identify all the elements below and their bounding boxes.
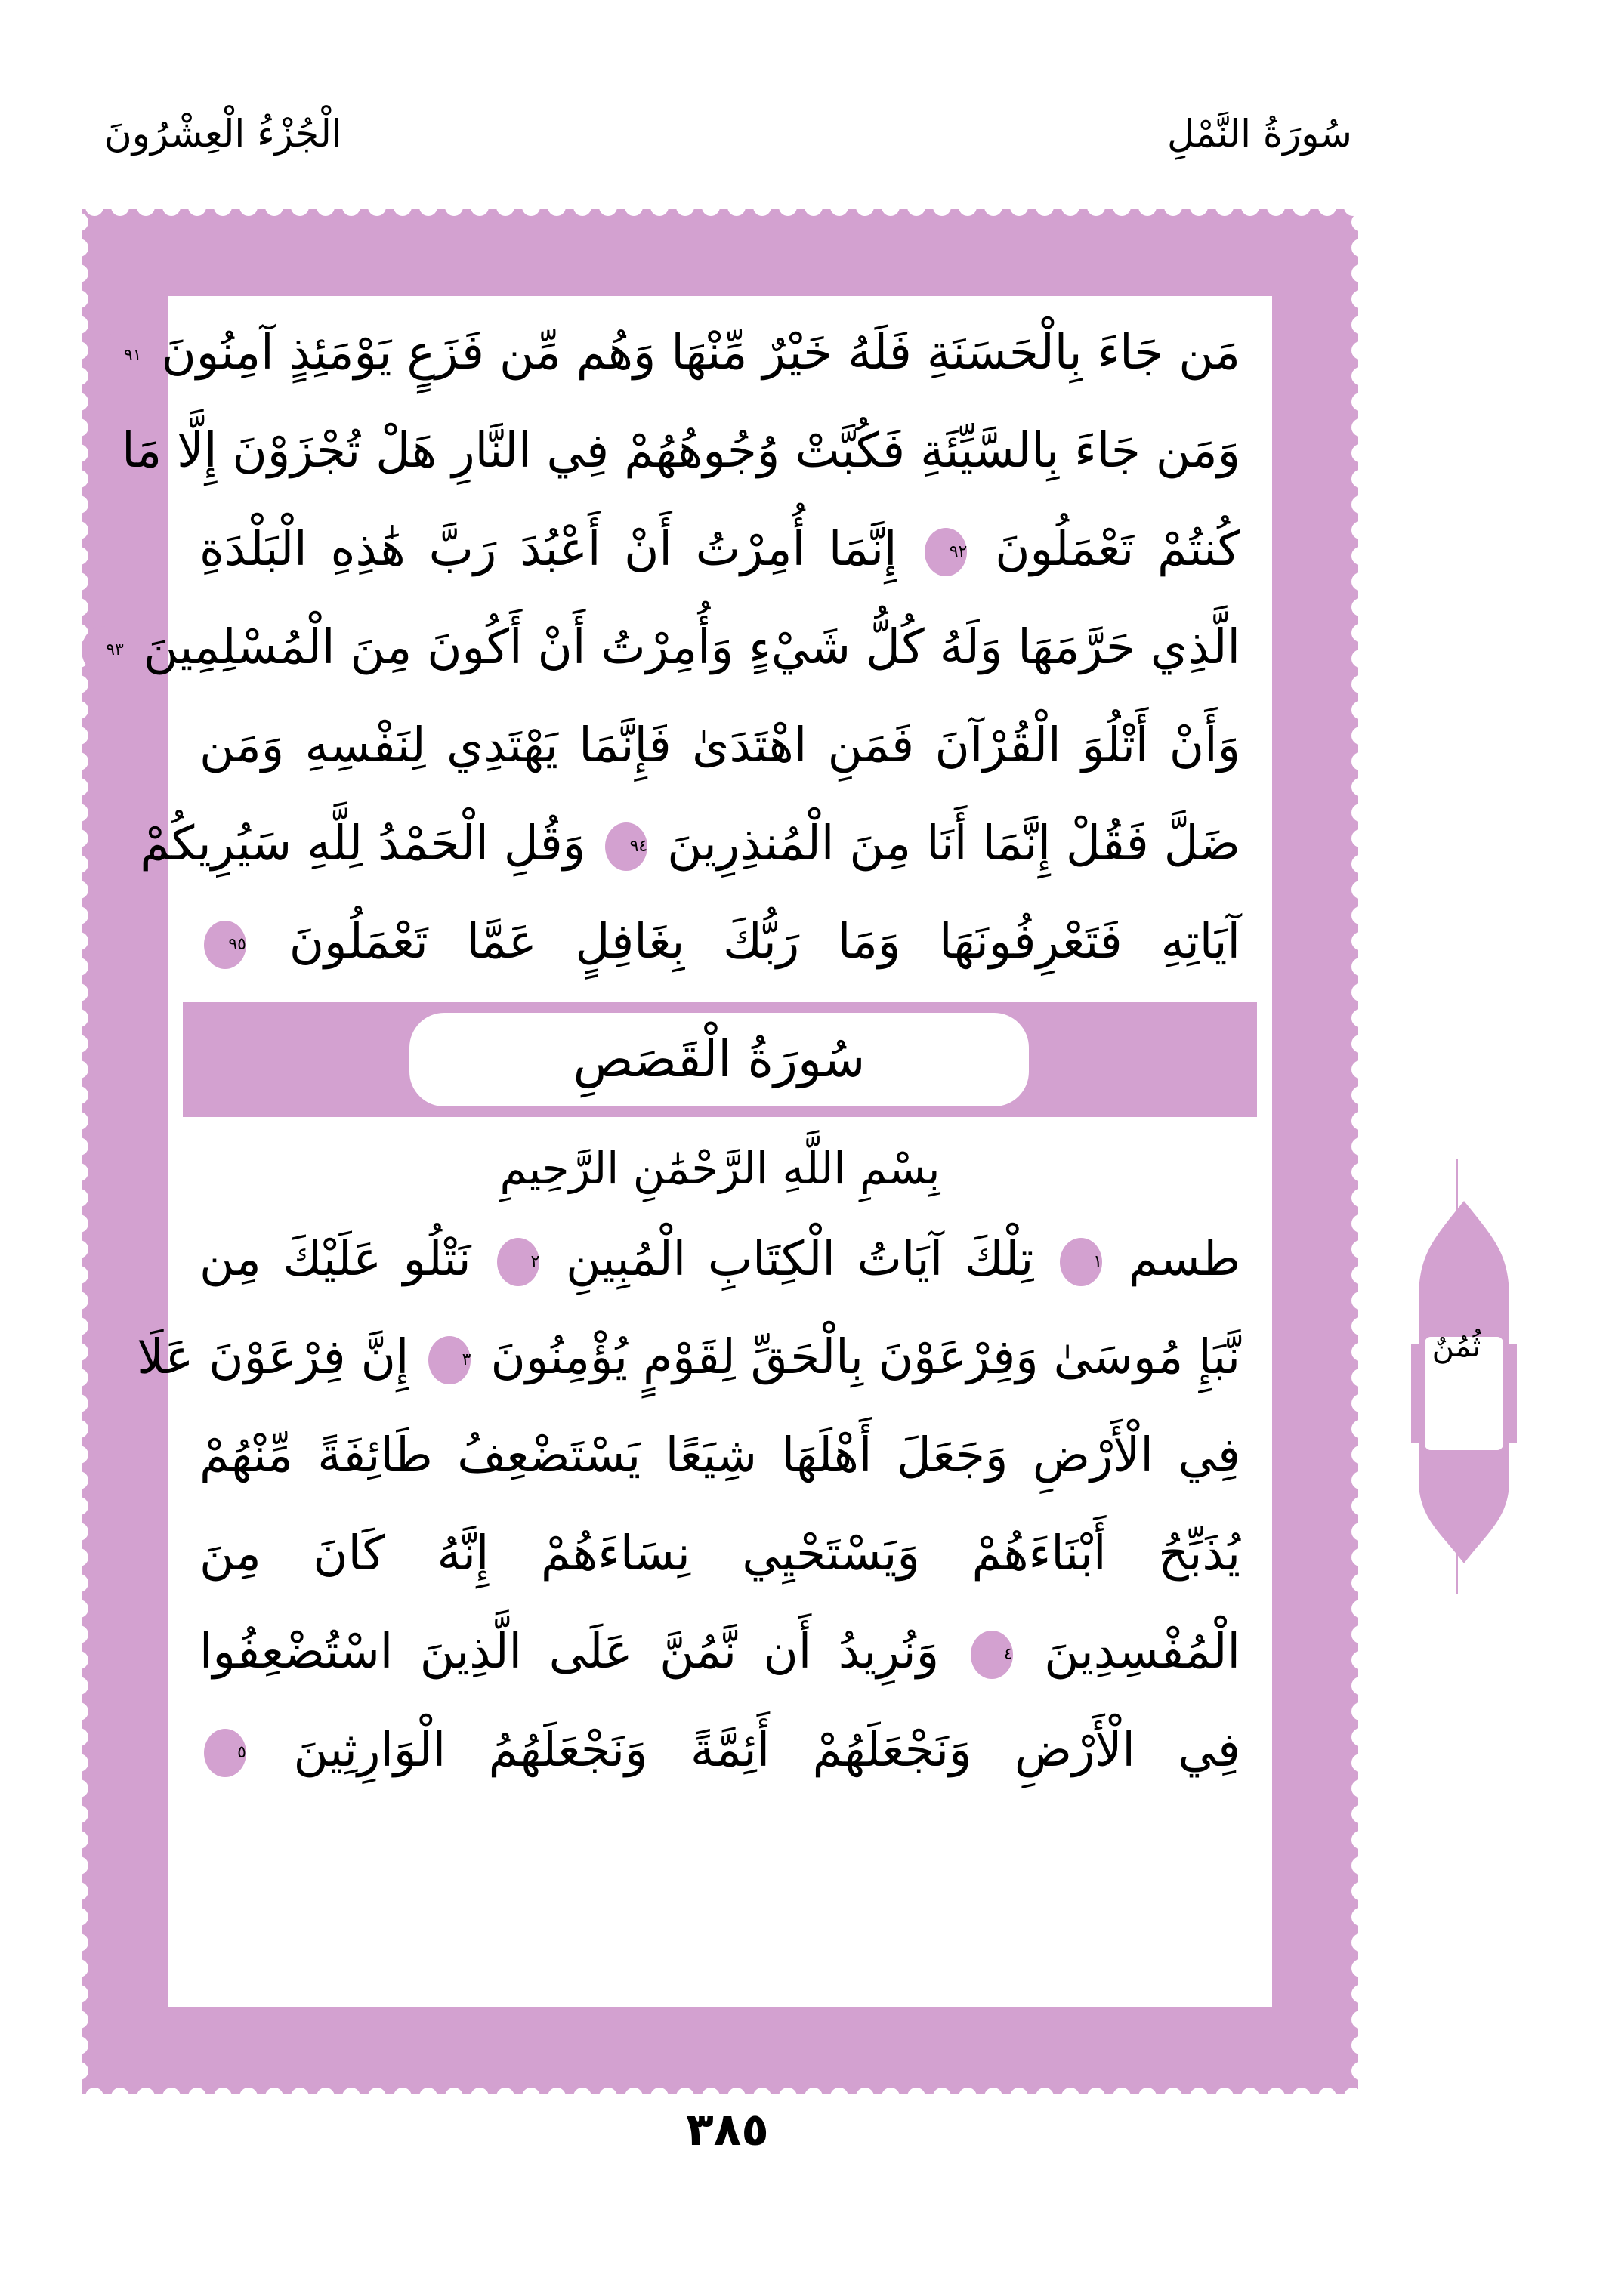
scallop-notch	[984, 2088, 1002, 2106]
ayah-marker: ١	[1060, 1238, 1102, 1286]
scallop-notch	[1351, 341, 1370, 360]
scallop-notch	[1318, 2088, 1336, 2106]
scallop-notch	[548, 2088, 566, 2106]
text-line-7: آيَاتِهِ فَتَعْرِفُونَهَا وَمَا رَبُّكَ بِغَافِلٍ عَمَّا تَعْمَلُونَ ٩٥	[199, 893, 1240, 991]
scallop-notch	[1351, 881, 1370, 899]
scallop-notch	[1351, 1369, 1370, 1387]
scallop-notch	[1351, 932, 1370, 950]
scallop-notch	[1351, 701, 1370, 719]
scallop-notch	[70, 983, 88, 1001]
scallop-notch	[1351, 393, 1370, 411]
scallop-notch	[70, 752, 88, 770]
scallop-notch	[1351, 624, 1370, 642]
scallop-notch	[317, 2088, 335, 2106]
scallop-notch	[70, 1446, 88, 1464]
scallop-notch	[368, 2088, 386, 2106]
text-line-9: نَّبَإِ مُوسَىٰ وَفِرْعَوْنَ بِالْحَقِّ لِقَوْمٍ يُؤْمِنُونَ ٣ إِنَّ فِرْعَوْنَ عَلَا	[137, 1329, 1240, 1384]
scallop-notch	[342, 2088, 360, 2106]
scallop-notch	[70, 1086, 88, 1104]
scallop-notch	[1036, 2088, 1054, 2106]
scallop-notch	[1351, 983, 1370, 1001]
scallop-notch	[1351, 958, 1370, 976]
scallop-notch	[70, 1985, 88, 2003]
scallop-notch	[70, 829, 88, 847]
scallop-notch	[419, 2088, 437, 2106]
scallop-notch	[445, 2088, 463, 2106]
scallop-notch	[70, 213, 88, 231]
scallop-notch	[1010, 2088, 1028, 2106]
scallop-notch	[1351, 1677, 1370, 1695]
scallop-notch	[805, 198, 823, 216]
scallop-notch	[1351, 1446, 1370, 1464]
scallop-notch	[1087, 198, 1105, 216]
text-line-2: وَمَن جَاءَ بِالسَّيِّئَةِ فَكُبَّتْ وُجُوهُهُمْ فِي النَّارِ هَلْ تُجْزَوْنَ إِلَّا مَا	[122, 423, 1240, 478]
scallop-notch	[1351, 1394, 1370, 1412]
scallop-notch	[291, 2088, 309, 2106]
text-line-11: يُذَبِّحُ أَبْنَاءَهُمْ وَيَسْتَحْيِي نِسَاءَهُمْ إِنَّهُ كَانَ مِنَ	[199, 1526, 1240, 1581]
scallop-notch	[1351, 1548, 1370, 1566]
scallop-notch	[1190, 198, 1208, 216]
scallop-notch	[1351, 521, 1370, 539]
scallop-notch	[1351, 418, 1370, 437]
scallop-notch	[1351, 2062, 1370, 2080]
scallop-notch	[70, 393, 88, 411]
scallop-notch	[70, 1163, 88, 1181]
scallop-notch	[625, 198, 643, 216]
scallop-notch	[188, 198, 206, 216]
scallop-notch	[1351, 495, 1370, 514]
scallop-notch	[1351, 1651, 1370, 1669]
scallop-notch	[1215, 2088, 1234, 2106]
ayah-marker: ٢	[497, 1238, 539, 1286]
scallop-notch	[1164, 198, 1182, 216]
scallop-notch	[650, 2088, 669, 2106]
scallop-notch	[599, 198, 617, 216]
text-line-8: طسم ١ تِلْكَ آيَاتُ الْكِتَابِ الْمُبِينِ ٢ نَتْلُو عَلَيْكَ مِن	[199, 1231, 1241, 1286]
scallop-notch	[291, 198, 309, 216]
scallop-notch	[1351, 1240, 1370, 1258]
scallop-notch	[1351, 1574, 1370, 1592]
scallop-notch	[1113, 2088, 1131, 2106]
ayah-marker: ٣	[428, 1336, 471, 1384]
scallop-notch	[70, 1292, 88, 1310]
scallop-notch	[1351, 1933, 1370, 1952]
scallop-notch	[70, 1625, 88, 1643]
scallop-notch	[676, 198, 694, 216]
scallop-notch	[1351, 316, 1370, 334]
scallop-notch	[1113, 198, 1131, 216]
ayah-marker: ٩٥	[204, 921, 246, 969]
scallop-notch	[1351, 1882, 1370, 1900]
scallop-notch	[907, 2088, 925, 2106]
scallop-notch	[1351, 1163, 1370, 1181]
page-number: ٣٨٥	[686, 2103, 769, 2156]
scallop-notch	[70, 1189, 88, 1207]
scallop-notch	[70, 1137, 88, 1156]
scallop-notch	[1351, 1959, 1370, 1977]
scallop-notch	[70, 727, 88, 745]
scallop-notch	[1351, 778, 1370, 796]
scallop-notch	[1351, 675, 1370, 693]
scallop-notch	[1010, 198, 1028, 216]
scallop-notch	[70, 1420, 88, 1438]
scallop-notch	[70, 1369, 88, 1387]
scallop-notch	[1351, 1471, 1370, 1489]
scallop-notch	[70, 1214, 88, 1233]
scallop-notch	[1351, 239, 1370, 257]
scallop-notch	[1351, 213, 1370, 231]
scallop-notch	[1087, 2088, 1105, 2106]
scallop-notch	[1351, 1086, 1370, 1104]
scallop-notch	[1351, 829, 1370, 847]
scallop-notch	[1351, 264, 1370, 282]
scallop-notch	[265, 198, 283, 216]
scallop-notch	[1351, 1856, 1370, 1875]
scallop-notch	[959, 2088, 977, 2106]
scallop-notch	[85, 198, 103, 216]
scallop-notch	[1351, 1625, 1370, 1643]
scallop-notch	[70, 958, 88, 976]
scallop-notch	[1351, 547, 1370, 565]
scallop-notch	[70, 1959, 88, 1977]
scallop-notch	[394, 2088, 412, 2106]
page-frame	[82, 209, 1358, 2094]
scallop-notch	[907, 198, 925, 216]
scallop-notch	[625, 2088, 643, 2106]
scallop-notch	[1351, 1754, 1370, 1772]
scallop-notch	[445, 198, 463, 216]
scallop-notch	[1351, 1189, 1370, 1207]
text-line-12: الْمُفْسِدِينَ ٤ وَنُرِيدُ أَن نَّمُنَّ عَلَى الَّذِينَ اسْتُضْعِفُوا	[199, 1624, 1240, 1679]
scallop-notch	[1351, 470, 1370, 488]
scallop-notch	[70, 1343, 88, 1361]
scallop-notch	[522, 198, 540, 216]
scallop-notch	[70, 1035, 88, 1053]
scallop-notch	[573, 2088, 591, 2106]
scallop-notch	[70, 1651, 88, 1669]
scallop-notch	[70, 572, 88, 591]
scallop-notch	[1164, 2088, 1182, 2106]
scallop-notch	[70, 1702, 88, 1720]
scallop-notch	[1138, 198, 1157, 216]
scallop-notch	[830, 198, 848, 216]
scallop-notch	[137, 198, 155, 216]
scallop-notch	[1351, 1805, 1370, 1823]
scallop-notch	[214, 198, 232, 216]
scallop-notch	[1351, 1266, 1370, 1284]
basmala: بِسْمِ اللَّهِ الرَّحْمَٰنِ الرَّحِيمِ	[499, 1143, 940, 1194]
scallop-notch	[1241, 198, 1259, 216]
scallop-notch	[599, 2088, 617, 2106]
scallop-notch	[1351, 650, 1370, 668]
scallop-notch	[1351, 1523, 1370, 1541]
scallop-notch	[70, 778, 88, 796]
scallop-notch	[805, 2088, 823, 2106]
surah-title: سُورَةُ النَّمْلِ	[1167, 112, 1352, 156]
scallop-notch	[471, 198, 489, 216]
scallop-notch	[70, 1497, 88, 1515]
scallop-notch	[1351, 804, 1370, 822]
scallop-notch	[702, 198, 720, 216]
scallop-notch	[1061, 198, 1079, 216]
scallop-notch	[984, 198, 1002, 216]
scallop-notch	[727, 198, 746, 216]
scallop-notch	[70, 1882, 88, 1900]
scallop-notch	[1351, 1831, 1370, 1849]
scallop-notch	[317, 198, 335, 216]
scallop-notch	[1190, 2088, 1208, 2106]
scallop-notch	[1351, 752, 1370, 770]
scallop-notch	[342, 198, 360, 216]
scallop-notch	[70, 1009, 88, 1027]
scallop-notch	[1351, 2036, 1370, 2054]
scallop-notch	[111, 198, 129, 216]
scallop-notch	[1351, 1292, 1370, 1310]
scallop-notch	[1351, 727, 1370, 745]
scallop-notch	[1344, 2088, 1362, 2106]
scallop-notch	[1351, 1343, 1370, 1361]
ayah-marker: ٩١	[99, 332, 141, 380]
scallop-notch	[70, 1317, 88, 1335]
scallop-notch	[70, 495, 88, 514]
scallop-notch	[70, 1574, 88, 1592]
scallop-notch	[70, 2036, 88, 2054]
scallop-notch	[1351, 1035, 1370, 1053]
text-line-6: ضَلَّ فَقُلْ إِنَّمَا أَنَا مِنَ الْمُنذِرِينَ ٩٤ وَقُلِ الْحَمْدُ لِلَّهِ سَيُرِيكُمْ	[140, 816, 1240, 871]
scallop-notch	[779, 198, 797, 216]
scallop-notch	[162, 2088, 181, 2106]
scallop-notch	[496, 198, 514, 216]
scallop-notch	[1351, 1702, 1370, 1720]
scallop-notch	[70, 804, 88, 822]
scallop-notch	[162, 198, 181, 216]
scallop-notch	[137, 2088, 155, 2106]
scallop-notch	[70, 1933, 88, 1952]
scallop-notch	[70, 2011, 88, 2029]
scallop-notch	[1241, 2088, 1259, 2106]
text-line-5: وَأَنْ أَتْلُوَ الْقُرْآنَ فَمَنِ اهْتَدَىٰ فَإِنَّمَا يَهْتَدِي لِنَفْسِهِ وَمَن	[199, 718, 1240, 773]
scallop-notch	[1267, 198, 1285, 216]
surah-banner-title: سُورَةُ الْقَصَصِ	[409, 1013, 1029, 1106]
text-line-10: فِي الْأَرْضِ وَجَعَلَ أَهْلَهَا شِيَعًا يَسْتَضْعِفُ طَائِفَةً مِّنْهُمْ	[199, 1427, 1240, 1483]
scallop-notch	[70, 881, 88, 899]
scallop-notch	[1351, 906, 1370, 924]
scallop-notch	[70, 239, 88, 257]
scallop-notch	[70, 906, 88, 924]
scallop-notch	[1351, 1728, 1370, 1746]
scallop-notch	[548, 198, 566, 216]
scallop-notch	[394, 198, 412, 216]
scallop-notch	[959, 198, 977, 216]
scallop-notch	[70, 1394, 88, 1412]
scallop-notch	[70, 264, 88, 282]
scallop-notch	[368, 198, 386, 216]
scallop-notch	[882, 2088, 900, 2106]
text-panel	[106, 296, 1272, 2007]
scallop-notch	[1351, 855, 1370, 873]
scallop-notch	[1351, 444, 1370, 462]
scallop-notch	[1351, 1317, 1370, 1335]
scallop-notch	[239, 198, 258, 216]
scallop-notch	[1351, 2011, 1370, 2029]
scallop-notch	[522, 2088, 540, 2106]
scallop-notch	[111, 2088, 129, 2106]
scallop-notch	[1351, 367, 1370, 385]
scallop-notch	[70, 1856, 88, 1875]
text-line-13: فِي الْأَرْضِ وَنَجْعَلَهُمْ أَئِمَّةً وَنَجْعَلَهُمُ الْوَارِثِينَ ٥	[199, 1701, 1240, 1799]
scallop-notch	[1351, 1112, 1370, 1130]
scallop-notch	[70, 1728, 88, 1746]
scallop-notch	[856, 2088, 874, 2106]
scallop-notch	[779, 2088, 797, 2106]
scallop-notch	[70, 1266, 88, 1284]
scallop-notch	[1351, 1497, 1370, 1515]
scallop-notch	[1293, 2088, 1311, 2106]
scallop-notch	[70, 316, 88, 334]
scallop-notch	[933, 198, 951, 216]
scallop-notch	[70, 1471, 88, 1489]
scallop-notch	[70, 290, 88, 308]
scallop-notch	[753, 198, 771, 216]
scallop-notch	[1318, 198, 1336, 216]
scallop-notch	[70, 341, 88, 360]
scallop-notch	[239, 2088, 258, 2106]
text-line-4: الَّذِي حَرَّمَهَا وَلَهُ كُلُّ شَيْءٍ وَأُمِرْتُ أَنْ أَكُونَ مِنَ الْمُسْلِمِينَ ٩٣	[199, 598, 1240, 696]
scallop-notch	[1061, 2088, 1079, 2106]
scallop-notch	[1351, 290, 1370, 308]
scallop-notch	[188, 2088, 206, 2106]
text-line-1: مَن جَاءَ بِالْحَسَنَةِ فَلَهُ خَيْرٌ مِّنْهَا وَهُم مِّن فَزَعٍ يَوْمَئِذٍ آمِنُونَ ٩١	[199, 304, 1240, 402]
scallop-notch	[70, 855, 88, 873]
scallop-notch	[70, 1600, 88, 1618]
scallop-notch	[265, 2088, 283, 2106]
scallop-notch	[1351, 1985, 1370, 2003]
scallop-notch	[70, 444, 88, 462]
scallop-notch	[882, 198, 900, 216]
scallop-notch	[573, 198, 591, 216]
scallop-notch	[70, 1240, 88, 1258]
scallop-notch	[1351, 1908, 1370, 1926]
ayah-marker: ٩٢	[925, 528, 967, 576]
surah-banner	[183, 1002, 1257, 1117]
scallop-notch	[70, 1677, 88, 1695]
scallop-notch	[70, 701, 88, 719]
scallop-notch	[214, 2088, 232, 2106]
scallop-notch	[70, 521, 88, 539]
scallop-notch	[1351, 1214, 1370, 1233]
scallop-notch	[933, 2088, 951, 2106]
scallop-notch	[70, 418, 88, 437]
scallop-notch	[1036, 198, 1054, 216]
scallop-notch	[85, 2088, 103, 2106]
scallop-notch	[1215, 198, 1234, 216]
scallop-notch	[70, 1805, 88, 1823]
ayah-marker: ٩٣	[82, 626, 124, 674]
scallop-notch	[1351, 1137, 1370, 1156]
scallop-notch	[70, 470, 88, 488]
scallop-notch	[70, 367, 88, 385]
scallop-notch	[1351, 1420, 1370, 1438]
scallop-notch	[70, 1548, 88, 1566]
scallop-notch	[1351, 1060, 1370, 1079]
scallop-notch	[419, 198, 437, 216]
scallop-notch	[70, 1908, 88, 1926]
scallop-notch	[1351, 1009, 1370, 1027]
thumun-marker-icon	[1411, 1156, 1517, 1594]
scallop-notch	[1351, 598, 1370, 616]
scallop-notch	[70, 1754, 88, 1772]
ayah-marker: ٩٤	[605, 822, 647, 871]
text-line-3: كُنتُمْ تَعْمَلُونَ ٩٢ إِنَّمَا أُمِرْتُ أَنْ أَعْبُدَ رَبَّ هَٰذِهِ الْبَلْدَةِ	[199, 521, 1240, 576]
scallop-notch	[70, 2062, 88, 2080]
scallop-notch	[70, 932, 88, 950]
ayah-marker: ٤	[971, 1631, 1013, 1679]
scallop-notch	[1267, 2088, 1285, 2106]
ayah-marker: ٥	[204, 1729, 246, 1777]
scallop-notch	[496, 2088, 514, 2106]
juz-title: الْجُزْءُ الْعِشْرُونَ	[104, 112, 342, 156]
scallop-notch	[1351, 572, 1370, 591]
scallop-notch	[830, 2088, 848, 2106]
marker-label: ثُمُنٌ	[1432, 1329, 1481, 1364]
scallop-notch	[70, 1523, 88, 1541]
scallop-notch	[856, 198, 874, 216]
scallop-notch	[1138, 2088, 1157, 2106]
scallop-notch	[1351, 1600, 1370, 1618]
scallop-notch	[1293, 198, 1311, 216]
scallop-notch	[70, 1831, 88, 1849]
scallop-notch	[70, 547, 88, 565]
scallop-notch	[650, 198, 669, 216]
scallop-notch	[70, 1060, 88, 1079]
scallop-notch	[70, 1112, 88, 1130]
scallop-notch	[1351, 1779, 1370, 1798]
scallop-notch	[471, 2088, 489, 2106]
scallop-notch	[70, 1779, 88, 1798]
